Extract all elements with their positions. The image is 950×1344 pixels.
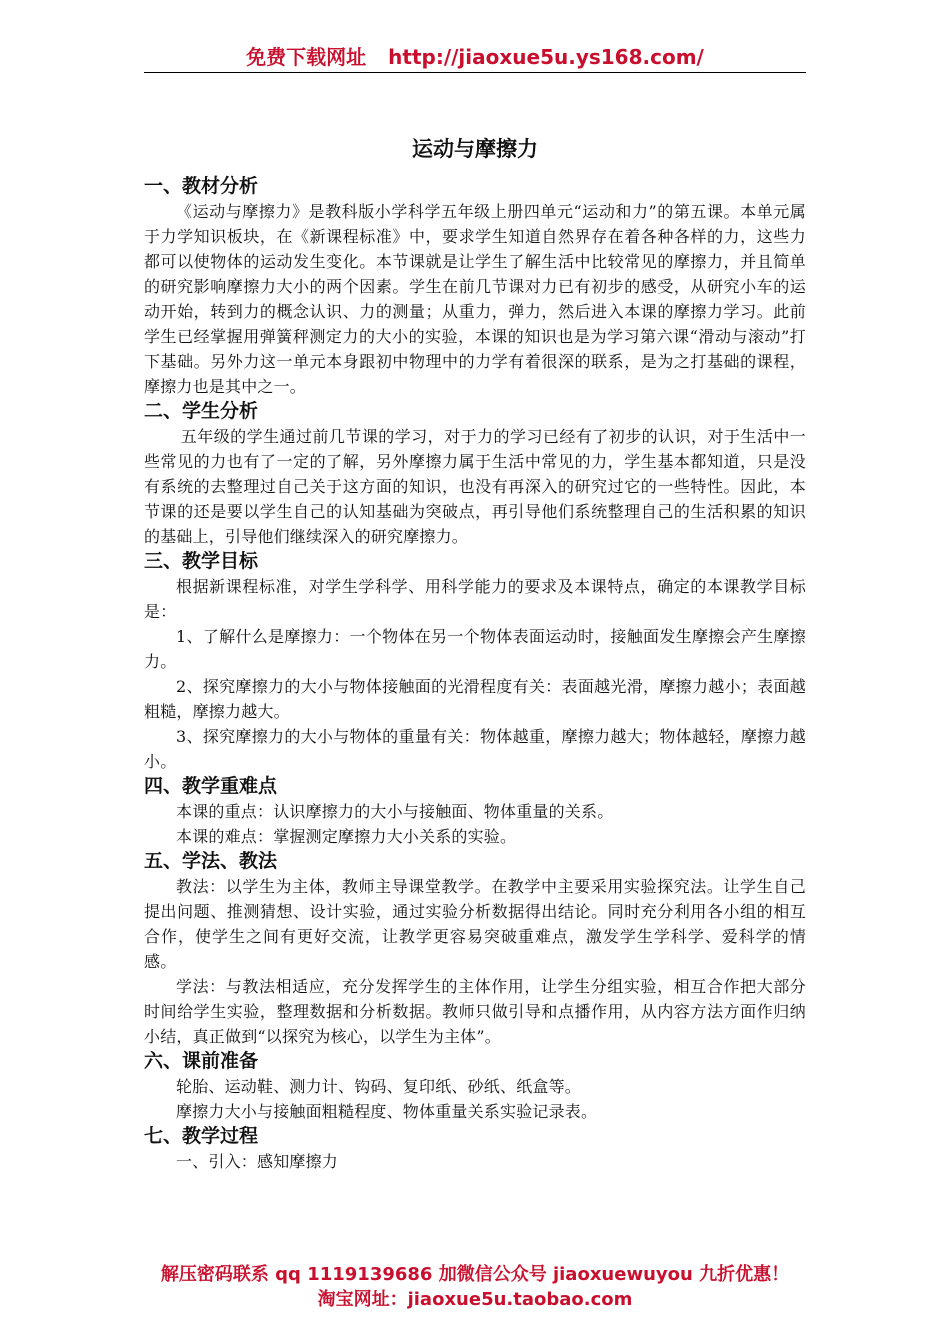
section-paragraph: 根据新课程标准，对学生学科学、用科学能力的要求及本课特点，确定的本课教学目标是： [144,577,806,621]
header-label: 免费下载网址 [246,45,367,69]
section-heading: 四、教学重难点 [144,775,278,797]
section-paragraph: 本课的重点：认识摩擦力的大小与接触面、物体重量的关系。 [176,802,614,821]
document-body [144,132,806,1174]
header-url-link[interactable]: http://jiaoxue5u.ys168.com/ [388,45,704,69]
section-paragraph: 《运动与摩擦力》是教科版小学科学五年级上册四单元“运动和力”的第五课。本单元属于力学知识板块，在《新课程标准》中，要求学生知道自然界存在着各种各样的力，这些力都可以使物体的运动发生变化。本节课就是让学生了解生活中比较常见的摩擦力，并且简单的研究影响摩擦力大小的两个因素。学生在前几节课对力已有初步的感受，从研究小车的运动开始，转到力的概念认识、力的测量；从重力，弹力，然后进入本课的摩擦力学习。此前学生已经掌握用弹簧秤测定力的大小的实验，本课的知识也是为学习第六课“滑动与滚动”打下基础。另外力这一单元本身跟初中物理中的力学有着很深的联系，是为之打基础的课程，摩擦力也是其中之一。 [144,202,806,396]
section-student-analysis [144,399,806,549]
section-teaching-goals [144,549,806,774]
section-key-difficult-points [144,774,806,849]
section-heading: 五、学法、教法 [144,850,278,872]
footer-contact-line: 解压密码联系 qq 1119139686 加微信公众号 jiaoxuewuyou 九折优惠！ [160,1264,790,1285]
download-header [144,44,806,73]
section-teaching-process [144,1124,806,1174]
section-heading: 二、学生分析 [144,400,259,422]
section-heading: 三、教学目标 [144,550,259,572]
promo-footer [0,1262,950,1312]
section-paragraph: 学法：与教法相适应，充分发挥学生的主体作用，让学生分组实验，相互合作把大部分时间给学生实验，整理数据和分析数据。教师只做引导和点播作用，从内容方法方面作归纳小结，真正做到“以探究为核心，以学生为主体”。 [144,977,806,1046]
section-paragraph: 摩擦力大小与接触面粗糙程度、物体重量关系实验记录表。 [176,1102,598,1121]
section-paragraph: 一、引入：感知摩擦力 [176,1152,339,1171]
section-methods [144,849,806,1049]
section-textbook-analysis [144,174,806,399]
goal-item: 3、探究摩擦力的大小与物体的重量有关：物体越重，摩擦力越大；物体越轻，摩擦力越小。 [144,727,806,771]
section-paragraph: 教法：以学生为主体，教师主导课堂教学。在教学中主要采用实验探究法。让学生自己提出问题、推测猜想、设计实验，通过实验分析数据得出结论。同时充分利用各小组的相互合作，使学生之间有更好交流，让教学更容易突破重难点，激发学生学科学、爱科学的情感。 [144,877,806,971]
footer-shop-link[interactable]: 淘宝网址：jiaoxue5u.taobao.com [317,1289,633,1310]
section-heading: 七、教学过程 [144,1125,259,1147]
document-title: 运动与摩擦力 [412,137,538,161]
goal-item: 1、了解什么是摩擦力：一个物体在另一个物体表面运动时，接触面发生摩擦会产生摩擦力。 [144,627,806,671]
section-heading: 一、教材分析 [144,175,259,197]
section-paragraph: 本课的难点：掌握测定摩擦力大小关系的实验。 [176,827,517,846]
section-heading: 六、课前准备 [144,1050,259,1072]
section-preparation [144,1049,806,1124]
section-paragraph: 五年级的学生通过前几节课的学习，对于力的学习已经有了初步的认识，对于生活中一些常见的力也有了一定的了解，另外摩擦力属于生活中常见的力，学生基本都知道，只是没有系统的去整理过自己关于这方面的知识，也没有再深入的研究过它的一些特性。因此，本节课的还是要以学生自己的认知基础为突破点，再引导他们系统整理自己的生活积累的知识的基础上，引导他们继续深入的研究摩擦力。 [144,427,806,546]
section-paragraph: 轮胎、运动鞋、测力计、钩码、复印纸、砂纸、纸盒等。 [176,1077,582,1096]
goal-item: 2、探究摩擦力的大小与物体接触面的光滑程度有关：表面越光滑，摩擦力越小；表面越粗糙，摩擦力越大。 [144,677,806,721]
